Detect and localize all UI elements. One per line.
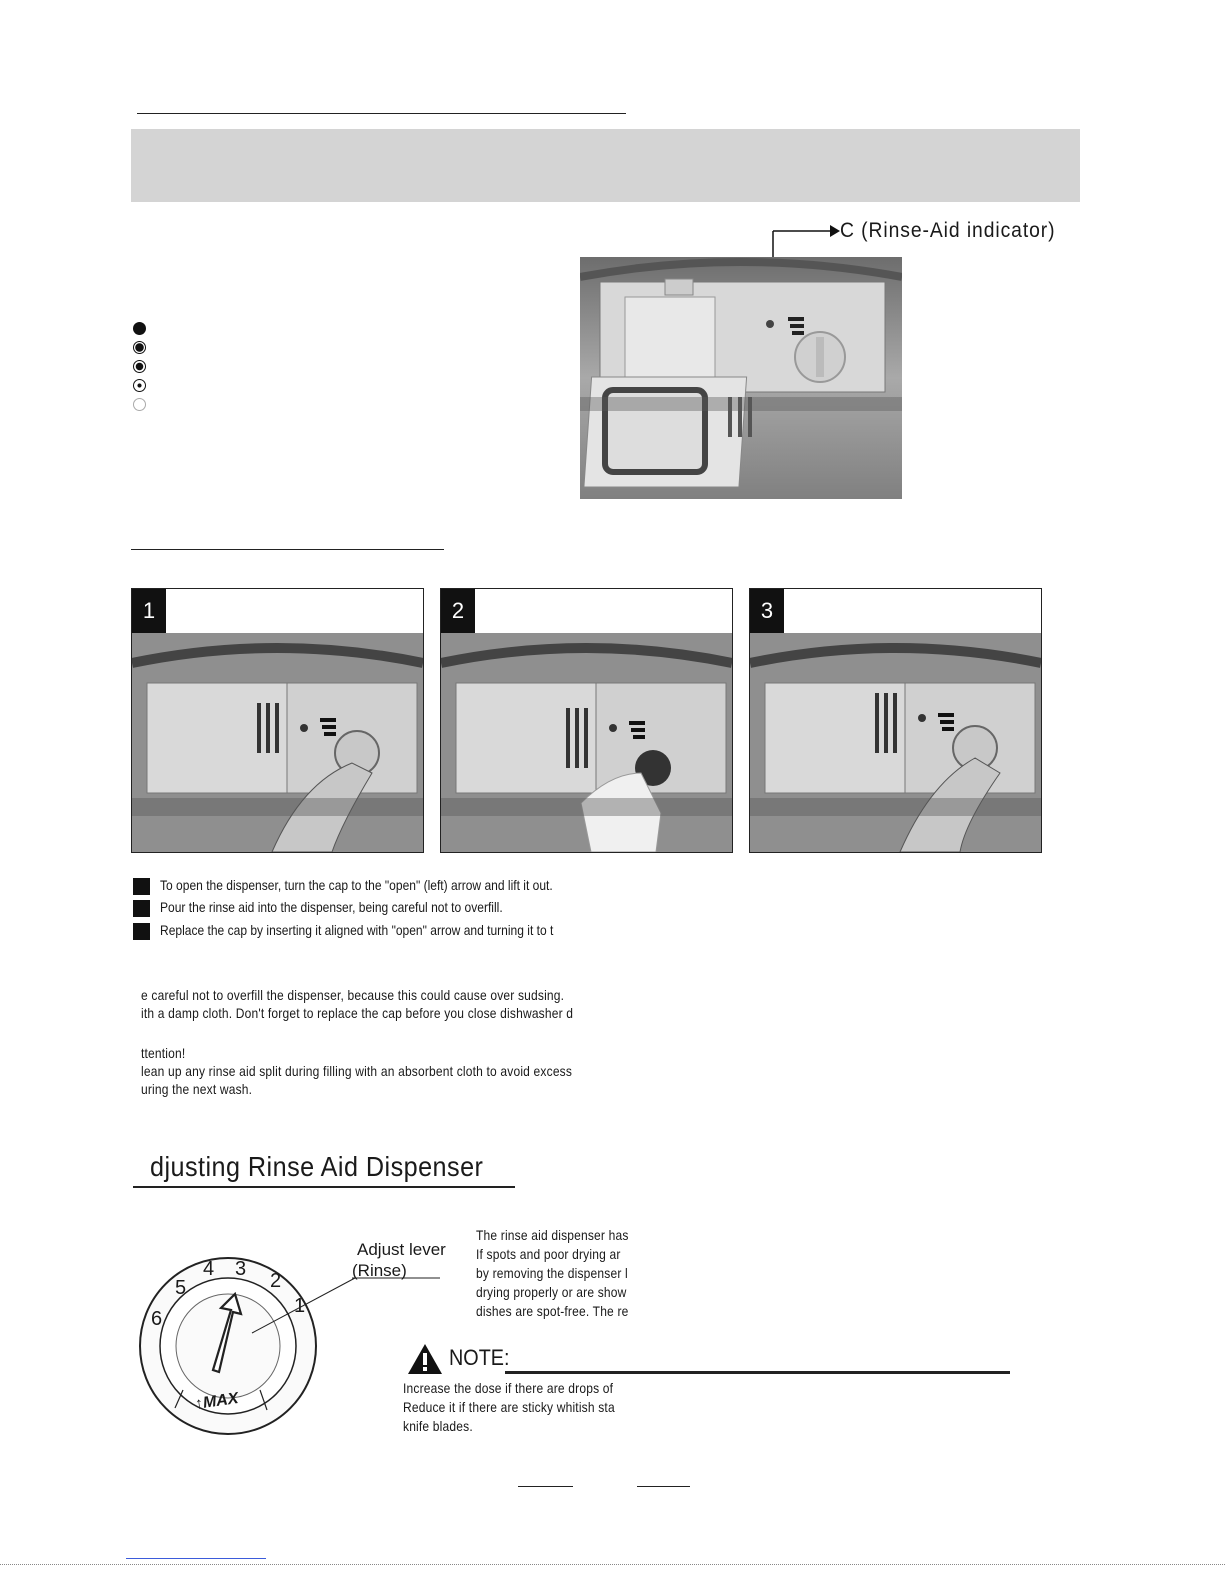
adjust-lever-label: Adjust lever: [357, 1240, 446, 1259]
step-1-number: 1: [132, 589, 166, 633]
step-2-image: [441, 633, 732, 852]
footer-rule-left: [518, 1486, 573, 1487]
dispenser-photo: [580, 257, 902, 499]
section-heading: djusting Rinse Aid Dispenser: [150, 1151, 484, 1182]
indicator-half-icon: [133, 360, 146, 373]
heading-underline: [133, 1186, 515, 1188]
attention-line-2: uring the next wash.: [141, 1081, 253, 1097]
step-3-image: [750, 633, 1041, 852]
step-1-instruction: [133, 876, 693, 896]
warning-icon: [407, 1343, 443, 1375]
note-rule: [505, 1371, 1010, 1374]
lever-leader-line: [250, 1278, 450, 1338]
dial-number-3: 3: [235, 1258, 247, 1280]
dispenser-text-2: If spots and poor drying ar: [476, 1246, 621, 1262]
bottom-dotted-line: [0, 1564, 1225, 1565]
step-3-box: [749, 588, 1042, 853]
indicator-full-icon: [133, 322, 146, 335]
attention-title: ttention!: [141, 1045, 186, 1061]
footer-rule-right: [637, 1486, 690, 1487]
dial-number-1: 1: [294, 1295, 306, 1317]
indicator-empty-icon: [133, 398, 146, 411]
up-arrow-icon: ↑: [193, 1395, 205, 1413]
dial-max-text: MAX: [201, 1390, 240, 1412]
top-rule: [137, 113, 626, 114]
caution-line-1: e careful not to overfill the dispenser, because this could cause over sudsing.: [141, 987, 565, 1003]
dispenser-text-3: by removing the dispenser l: [476, 1265, 628, 1281]
dial-number-2: 2: [270, 1270, 282, 1292]
step-1-marker: [133, 878, 150, 895]
indicator-three-quarter-icon: [133, 341, 146, 354]
section-banner: [131, 129, 1080, 202]
step-3-text: Replace the cap by inserting it aligned with "open" arrow and turning it to t: [160, 922, 554, 938]
step-2-instruction: [133, 898, 693, 918]
dial-number-5: 5: [175, 1277, 187, 1299]
step-1-image: [132, 633, 423, 852]
note-line-3: knife blades.: [403, 1418, 473, 1434]
caution-line-2: ith a damp cloth. Don't forget to replace the cap before you close dishwasher d: [141, 1005, 574, 1021]
note-line-2: Reduce it if there are sticky whitish sta: [403, 1399, 615, 1415]
dispenser-text-5: dishes are spot-free. The re: [476, 1303, 629, 1319]
step-2-marker: [133, 900, 150, 917]
step-3-instruction: [133, 921, 693, 941]
indicator-quarter-icon: [133, 379, 146, 392]
step-2-text: Pour the rinse aid into the dispenser, being careful not to overfill.: [160, 899, 503, 915]
note-line-1: Increase the dose if there are drops of: [403, 1380, 614, 1396]
step-3-number: 3: [750, 589, 784, 633]
attention-line-1: lean up any rinse aid split during filling with an absorbent cloth to avoid excess: [141, 1063, 573, 1079]
step-2-number: 2: [441, 589, 475, 633]
note-heading: NOTE:: [449, 1345, 510, 1370]
step-2-box: [440, 588, 733, 853]
dispenser-text-1: The rinse aid dispenser has: [476, 1227, 629, 1243]
step-1-box: [131, 588, 424, 853]
dial-number-6: 6: [151, 1308, 163, 1330]
bottom-link-underline: [126, 1558, 266, 1559]
rinse-aid-indicator-label: C (Rinse-Aid indicator): [840, 219, 1056, 242]
adjust-lever-sublabel: (Rinse): [352, 1261, 407, 1280]
section-rule: [131, 549, 444, 550]
dial-number-4: 4: [203, 1258, 215, 1280]
step-1-text: To open the dispenser, turn the cap to the "open" (left) arrow and lift it out.: [160, 877, 553, 893]
step-3-marker: [133, 923, 150, 940]
dispenser-text-4: drying properly or are show: [476, 1284, 627, 1300]
